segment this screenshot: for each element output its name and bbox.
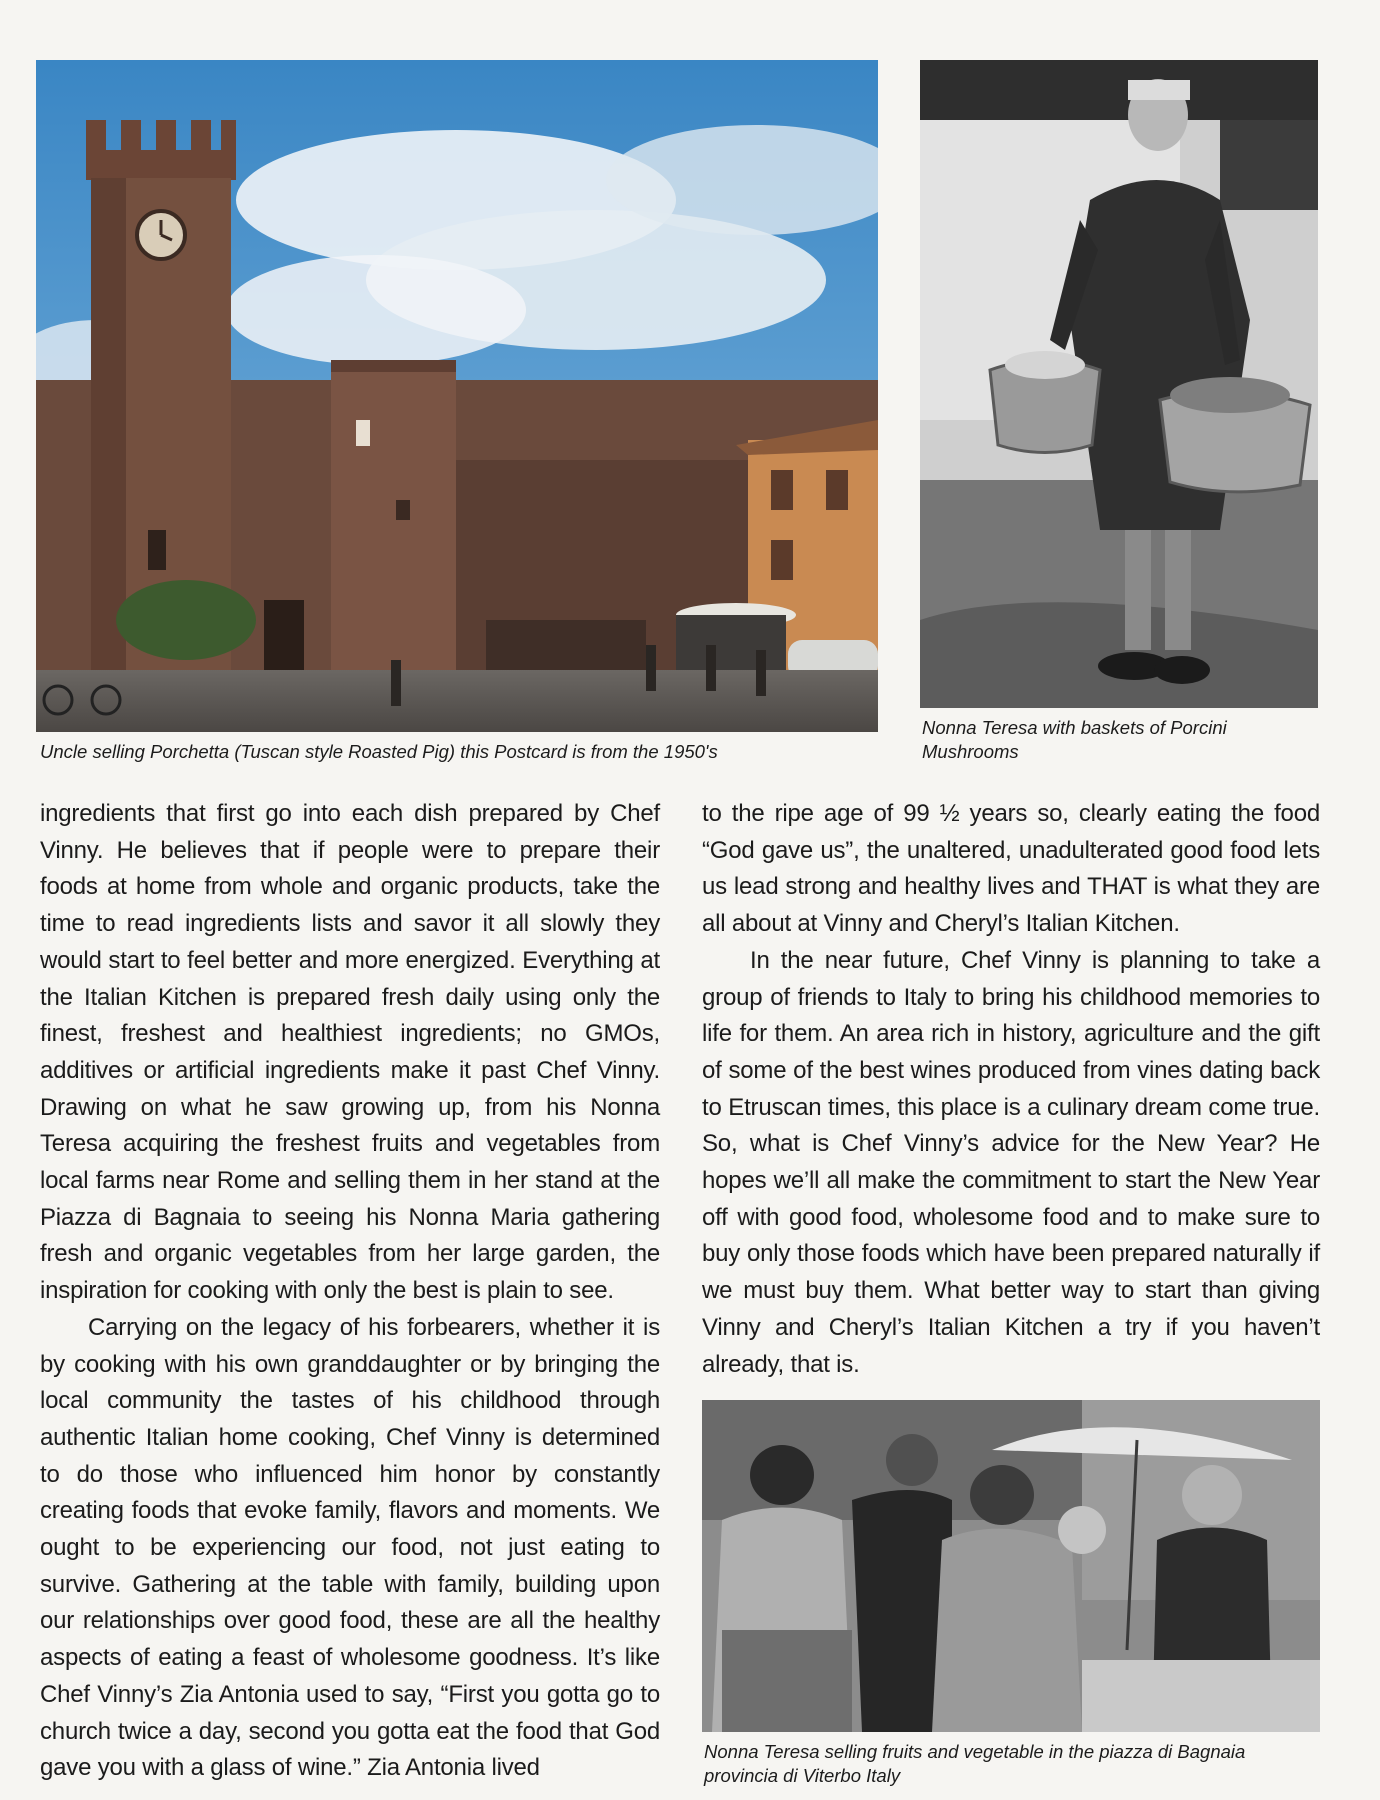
nonna-piazza-caption: Nonna Teresa selling fruits and vegetable in the piazza di Bagnaia provincia di Viterbo Italy — [704, 1741, 1246, 1786]
postcard-caption: Uncle selling Porchetta (Tuscan style Roasted Pig) this Postcard is from the 1950's — [40, 741, 718, 762]
right-paragraph-1: to the ripe age of 99 ½ years so, clearly eating the food “God gave us”, the unaltered, unadulterated good food lets us lead strong and healthy lives and THAT is what they are all about at Vinny and Cheryl’s Italian Kitchen. — [702, 800, 1320, 938]
nonna-baskets-caption: Nonna Teresa with baskets of Porcini Mushrooms — [922, 717, 1227, 762]
nonna-piazza-photo — [702, 1400, 1320, 1732]
article-left-column — [40, 796, 660, 1787]
nonna-baskets-photo — [920, 60, 1318, 708]
right-paragraph-2: In the near future, Chef Vinny is planning to take a group of friends to Italy to bring his childhood memories to life for them. An area rich in history, agriculture and the gift of some of the best wines produced from vines dating back to Etruscan times, this place is a culinary dream come true. So, what is Chef Vinny’s advice for the New Year? He hopes we’ll all make the commitment to start the New Year off with good food, wholesome food and to make sure to buy only those foods which have been prepared naturally if we must buy them. What better way to start than giving Vinny and Cheryl’s Italian Kitchen a try if you haven’t already, that is. — [702, 946, 1320, 1378]
postcard-photo — [36, 60, 878, 732]
left-paragraph-2: Carrying on the legacy of his forbearers, whether it is by cooking with his own granddaughter or by bringing the local community the tastes of his childhood through authentic Italian home cooking, Chef Vinny is determined to do those who influenced him honor by constantly creating foods that evoke family, flavors and moments. We ought to be experiencing our food, not just eating to survive. Gathering at the table with family, building upon our relationships over good food, these are all the healthy aspects of eating a feast of wholesome goodness. It’s like Chef Vinny’s Zia Antonia used to say, “First you gotta go to church twice a day, second you gotta eat the food that God gave you with a glass of wine.” Zia Antonia lived — [40, 1313, 660, 1782]
left-paragraph-1: ingredients that first go into each dish prepared by Chef Vinny. He believes that if people were to prepare their foods at home from whole and organic products, take the time to read ingredients lists and savor it all slowly they would start to feel better and more energized. Everything at the Italian Kitchen is prepared fresh daily using only the finest, freshest and healthiest ingredients; no GMOs, additives or artificial ingredients make it past Chef Vinny. Drawing on what he saw growing up, from his Nonna Teresa acquiring the freshest fruits and vegetables from local farms near Rome and selling them in her stand at the Piazza di Bagnaia to seeing his Nonna Maria gathering fresh and organic vegetables from her large garden, the inspiration for cooking with only the best is plain to see. — [40, 800, 660, 1305]
article-right-column — [702, 796, 1320, 1383]
